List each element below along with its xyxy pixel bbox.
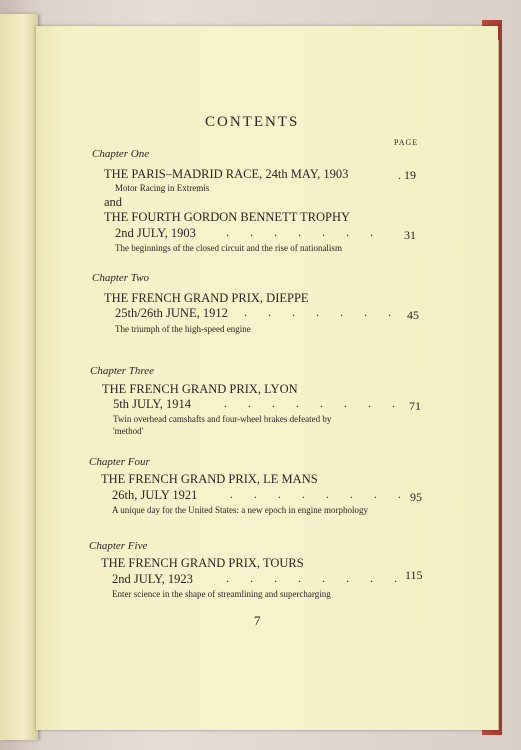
chapter-title: THE FRENCH GRAND PRIX, DIEPPE <box>104 291 309 305</box>
left-page-leaf <box>0 14 38 740</box>
dot-leader: . <box>398 168 401 182</box>
chapter-title: THE FRENCH GRAND PRIX, LE MANS <box>101 472 318 486</box>
chapter-date: 2nd JULY, 1903 <box>115 226 196 240</box>
chapter-date: 5th JULY, 1914 <box>113 397 192 411</box>
chapter-subtitle: 'method' <box>113 426 144 436</box>
chapter-date: 25th/26th JUNE, 1912 <box>115 306 228 320</box>
page-column-label: PAGE <box>394 138 419 147</box>
chapter-title: THE FRENCH GRAND PRIX, LYON <box>102 382 298 396</box>
page-number: 45 <box>407 308 419 322</box>
page-folio: 7 <box>254 613 261 628</box>
chapter-label: Chapter One <box>92 148 150 160</box>
dot-leader: . . . . . . . <box>244 305 400 319</box>
chapter-title: THE FOURTH GORDON BENNETT TROPHY <box>104 210 351 224</box>
dot-leader: . . . . . . . . <box>230 487 410 501</box>
chapter-subtitle: A unique day for the United States: a new epoch in engine morphology <box>112 505 368 515</box>
chapter-label: Chapter Four <box>89 456 150 468</box>
chapter-subtitle: Motor Racing in Extremis <box>115 183 210 193</box>
contents-page <box>36 26 498 730</box>
page-number: 115 <box>405 568 423 582</box>
chapter-label: Chapter Two <box>92 272 149 284</box>
chapter-title: THE FRENCH GRAND PRIX, TOURS <box>101 556 304 570</box>
chapter-subtitle: Enter science in the shape of streamlining and supercharging <box>112 589 331 599</box>
page-number: 19 <box>404 168 416 182</box>
dot-leader: . . . . . . . . <box>224 396 404 410</box>
page-number: 95 <box>410 490 422 504</box>
chapter-title: THE PARIS–MADRID RACE, 24th MAY, 1903 <box>104 167 349 181</box>
chapter-subtitle: The triumph of the high-speed engine <box>115 324 251 334</box>
chapter-label: Chapter Five <box>89 540 148 552</box>
page-title: CONTENTS <box>205 114 300 130</box>
chapter-label: Chapter Three <box>90 365 155 377</box>
page-number: 71 <box>409 399 421 413</box>
dot-leader: . . . . . . . <box>226 225 382 239</box>
chapter-date: 2nd JULY, 1923 <box>112 572 193 586</box>
chapter-subtitle: The beginnings of the closed circuit and the rise of nationalism <box>115 243 342 253</box>
chapter-subtitle: Twin overhead camshafts and four-wheel brakes defeated by <box>113 414 332 424</box>
page-number: 31 <box>404 228 416 242</box>
dot-leader: . . . . . . . . <box>226 571 406 585</box>
chapter-date: 26th, JULY 1921 <box>112 488 198 502</box>
connector-text: and <box>104 195 123 209</box>
